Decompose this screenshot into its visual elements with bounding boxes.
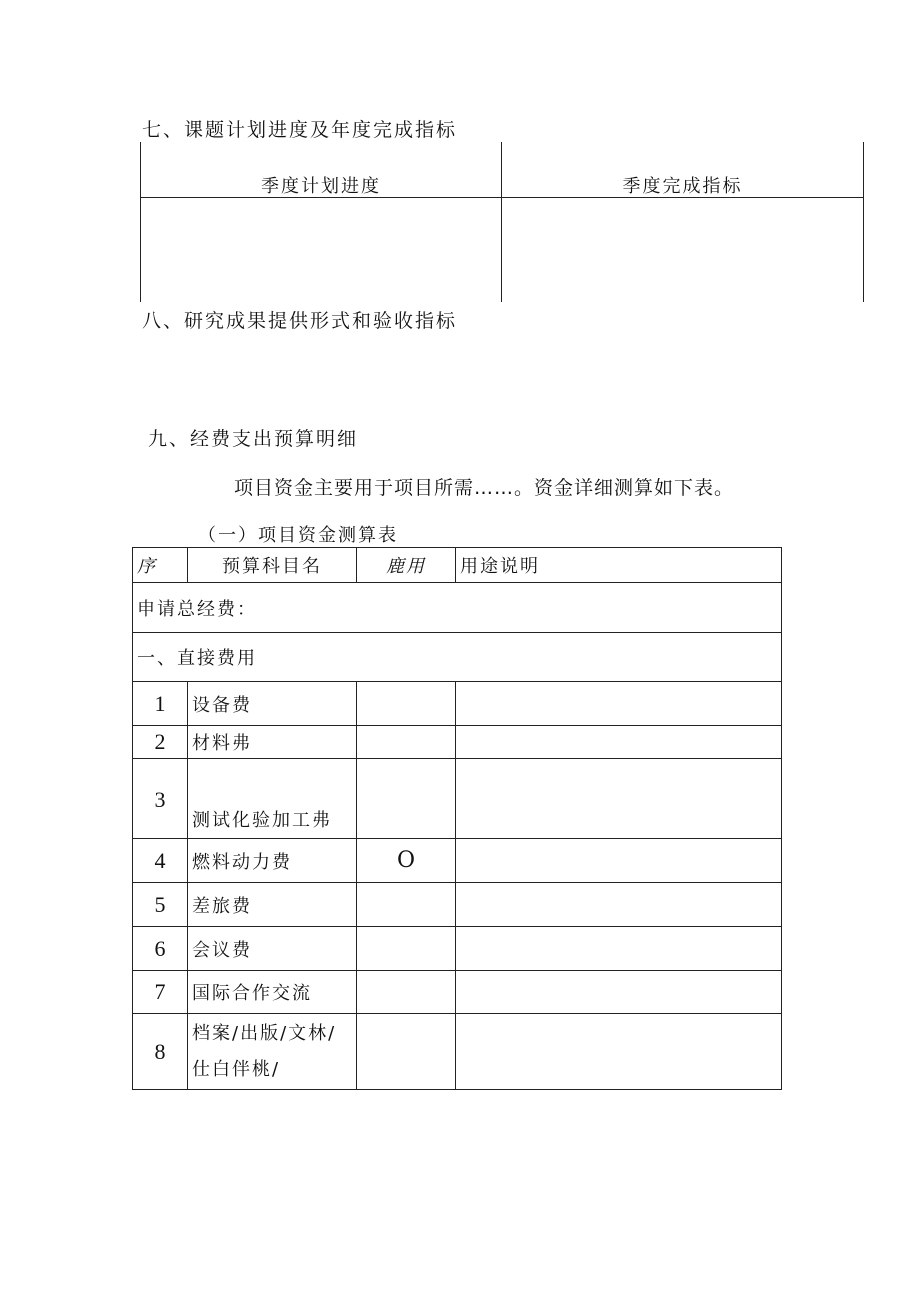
header-description: 用途说明: [456, 548, 782, 583]
section-8-heading: 八、研究成果提供形式和验收指标: [142, 310, 458, 332]
row-number: 2: [133, 726, 188, 759]
row-item-name: 燃料动力费: [188, 839, 357, 883]
row-number: 3: [133, 759, 188, 839]
row-amount: O: [357, 839, 456, 883]
row-description: [456, 1014, 782, 1090]
row-amount: [357, 971, 456, 1014]
row-item-name: 设备费: [188, 682, 357, 726]
column-header-plan: 季度计划进度: [261, 176, 381, 197]
table-border-middle: [501, 142, 502, 302]
table-row: [133, 682, 782, 726]
table-row: [133, 726, 782, 759]
row-number: 5: [133, 883, 188, 927]
row-number: 1: [133, 682, 188, 726]
table-row: [133, 971, 782, 1014]
table-row: [133, 1014, 782, 1090]
direct-cost-row: [133, 633, 782, 682]
row-item-name: 测试化验加工弗: [188, 759, 357, 839]
row-number: 7: [133, 971, 188, 1014]
row-description: [456, 726, 782, 759]
row-item-name: 国际合作交流: [188, 971, 357, 1014]
row-number: 6: [133, 927, 188, 971]
total-label: 申请总经费：: [133, 583, 782, 633]
budget-intro-text: 项目资金主要用于项目所需……。资金详细测算如下表。: [234, 477, 735, 499]
row-description: [456, 759, 782, 839]
column-header-target: 季度完成指标: [622, 176, 743, 197]
section-7-heading: 七、课题计划进度及年度完成指标: [142, 119, 458, 141]
row-description: [456, 682, 782, 726]
row-amount: [357, 927, 456, 971]
row-number: 8: [133, 1014, 188, 1090]
table-header-row: [133, 548, 782, 583]
row-description: [456, 927, 782, 971]
header-amount: 鹿用: [357, 548, 456, 583]
table-row: [133, 759, 782, 839]
row-number: 4: [133, 839, 188, 883]
row-item-name: 材料弗: [188, 726, 357, 759]
table-row: [133, 839, 782, 883]
table-border-right: [863, 142, 864, 302]
row-item-name: 会议费: [188, 927, 357, 971]
row-amount: [357, 682, 456, 726]
row-amount: [357, 726, 456, 759]
row-amount: [357, 759, 456, 839]
row-description: [456, 883, 782, 927]
row-amount: [357, 1014, 456, 1090]
table-border-left: [140, 142, 141, 302]
budget-table: [132, 547, 782, 1090]
row-amount: [357, 883, 456, 927]
row-description: [456, 971, 782, 1014]
row-item-name: 差旅费: [188, 883, 357, 927]
header-index: 序: [133, 548, 188, 583]
budget-table-title: （一）项目资金测算表: [198, 525, 398, 546]
section-9-heading: 九、经费支出预算明细: [148, 428, 359, 450]
row-description: [456, 839, 782, 883]
table-row: [133, 927, 782, 971]
total-row: [133, 583, 782, 633]
table-row: [133, 883, 782, 927]
direct-cost-label: 一、直接费用: [133, 633, 782, 682]
header-item-name: 预算科目名: [188, 548, 357, 583]
row-item-name: 档案/出版/文林/仕白伴桃/: [188, 1014, 357, 1090]
